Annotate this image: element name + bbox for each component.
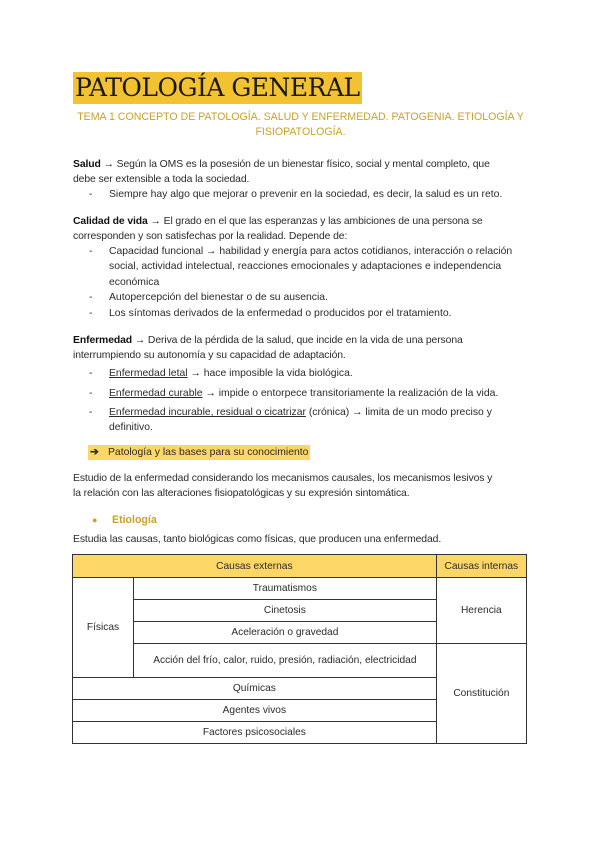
highlighted-heading [88,445,310,460]
document-title: PATOLOGÍA GENERAL [75,73,360,102]
calidad-def-line2: corresponden y son satisfechas por la realidad. Depende de: [73,231,348,243]
header-causas-internas: Causas internas [436,555,526,578]
salud-def-line2: debe ser extensible a toda la sociedad. [73,174,250,186]
highlighted-heading-wrap [88,442,310,460]
calidad-definition [73,214,533,245]
underlined-term: Enfermedad letal [109,368,188,379]
calidad-term: Calidad de vida [73,216,148,227]
table-cell: Aceleración o gravedad [134,622,437,644]
estudio-paragraph [73,471,533,502]
calidad-def-line1: → El grado en el que las esperanzas y las ambiciones de una persona se [150,216,483,227]
list-item-text: Autopercepción del bienestar o de su ausencia. [109,292,328,303]
item-rest: (crónica) → limita de un modo preciso y definitivo. [109,407,492,434]
salud-definition [73,157,533,188]
enfermedad-term: Enfermedad [73,335,133,346]
underlined-term: Enfermedad incurable, residual o cicatrizar [109,407,306,418]
list-item-text: Los síntomas derivados de la enfermedad o producidos por el tratamiento. [109,308,452,319]
table-header-row [73,555,527,578]
salud-term: Salud [73,159,101,170]
arrow-icon: ➔ [90,447,99,458]
enfermedad-def-line2: interrumpiendo su autonomía y su capacidad de adaptación. [73,350,346,362]
highlighted-heading-text: Patología y las bases para su conocimiento [108,447,309,458]
internal-cell-constitucion: Constitución [436,644,526,744]
dash-bullet: - [89,246,93,257]
dash-bullet: - [89,407,93,418]
etiologia-heading [92,513,157,528]
estudio-line1: Estudio de la enfermedad considerando los mecanismos causales, los mecanismos lesivos y [73,473,493,484]
document-subtitle: TEMA 1 CONCEPTO DE PATOLOGÍA. SALUD Y ENFERMEDAD. PATOGENIA. ETIOLOGÍA Y FISIOPATOLOGÍA. [77,111,524,138]
enfermedad-definition [73,333,533,364]
list-item-text [109,386,529,401]
dash-bullet: - [89,308,93,319]
dash-bullet: - [89,388,93,399]
table-cell: Agentes vivos [73,700,437,722]
item-rest: → impide o entorpece transitoriamente la realización de la vida. [202,388,499,399]
dash-bullet: - [89,368,93,379]
list-item-text [109,405,529,436]
table-row [73,644,527,678]
internal-cell-herencia: Herencia [436,578,526,644]
document-title-wrap [73,72,362,104]
estudio-line2: la relación con las alteraciones fisiopatológicas y su expresión sintomática. [73,488,410,500]
list-item-text: Capacidad funcional → habilidad y energía para actos cotidianos, interacción o relación social, actividad intelectual, reacciones emocionales y adaptaciones e independencia económica [109,246,513,288]
dash-bullet: - [89,292,93,303]
table-row [73,578,527,600]
enfermedad-def-line1: → Deriva de la pérdida de la salud, que incide en la vida de una persona [134,335,463,346]
table-cell: Acción del frío, calor, ruido, presión, radiación, electricidad [134,644,437,678]
table-cell: Químicas [73,678,437,700]
dash-bullet: - [89,189,93,200]
table-cell: Traumatismos [134,578,437,600]
list-item-text: Siempre hay algo que mejorar o prevenir en la sociedad, es decir, la salud es un reto. [109,189,503,200]
list-item-text [109,366,529,381]
bullet-dot-icon: ● [92,515,98,525]
etiologia-text: Estudia las causas, tanto biológicas como físicas, que producen una enfermedad. [73,534,442,545]
header-causas-externas: Causas externas [73,555,437,578]
underlined-term: Enfermedad curable [109,388,203,399]
salud-def-line1: → Según la OMS es la posesión de un bienestar físico, social y mental completo, que [103,159,490,170]
causes-table [72,554,527,744]
item-rest: → hace imposible la vida biológica. [187,368,353,379]
fisicas-cell: Físicas [73,578,134,678]
etiologia-heading-text: Etiología [112,514,157,526]
table-cell: Cinetosis [134,600,437,622]
table-cell: Factores psicosociales [73,722,437,744]
